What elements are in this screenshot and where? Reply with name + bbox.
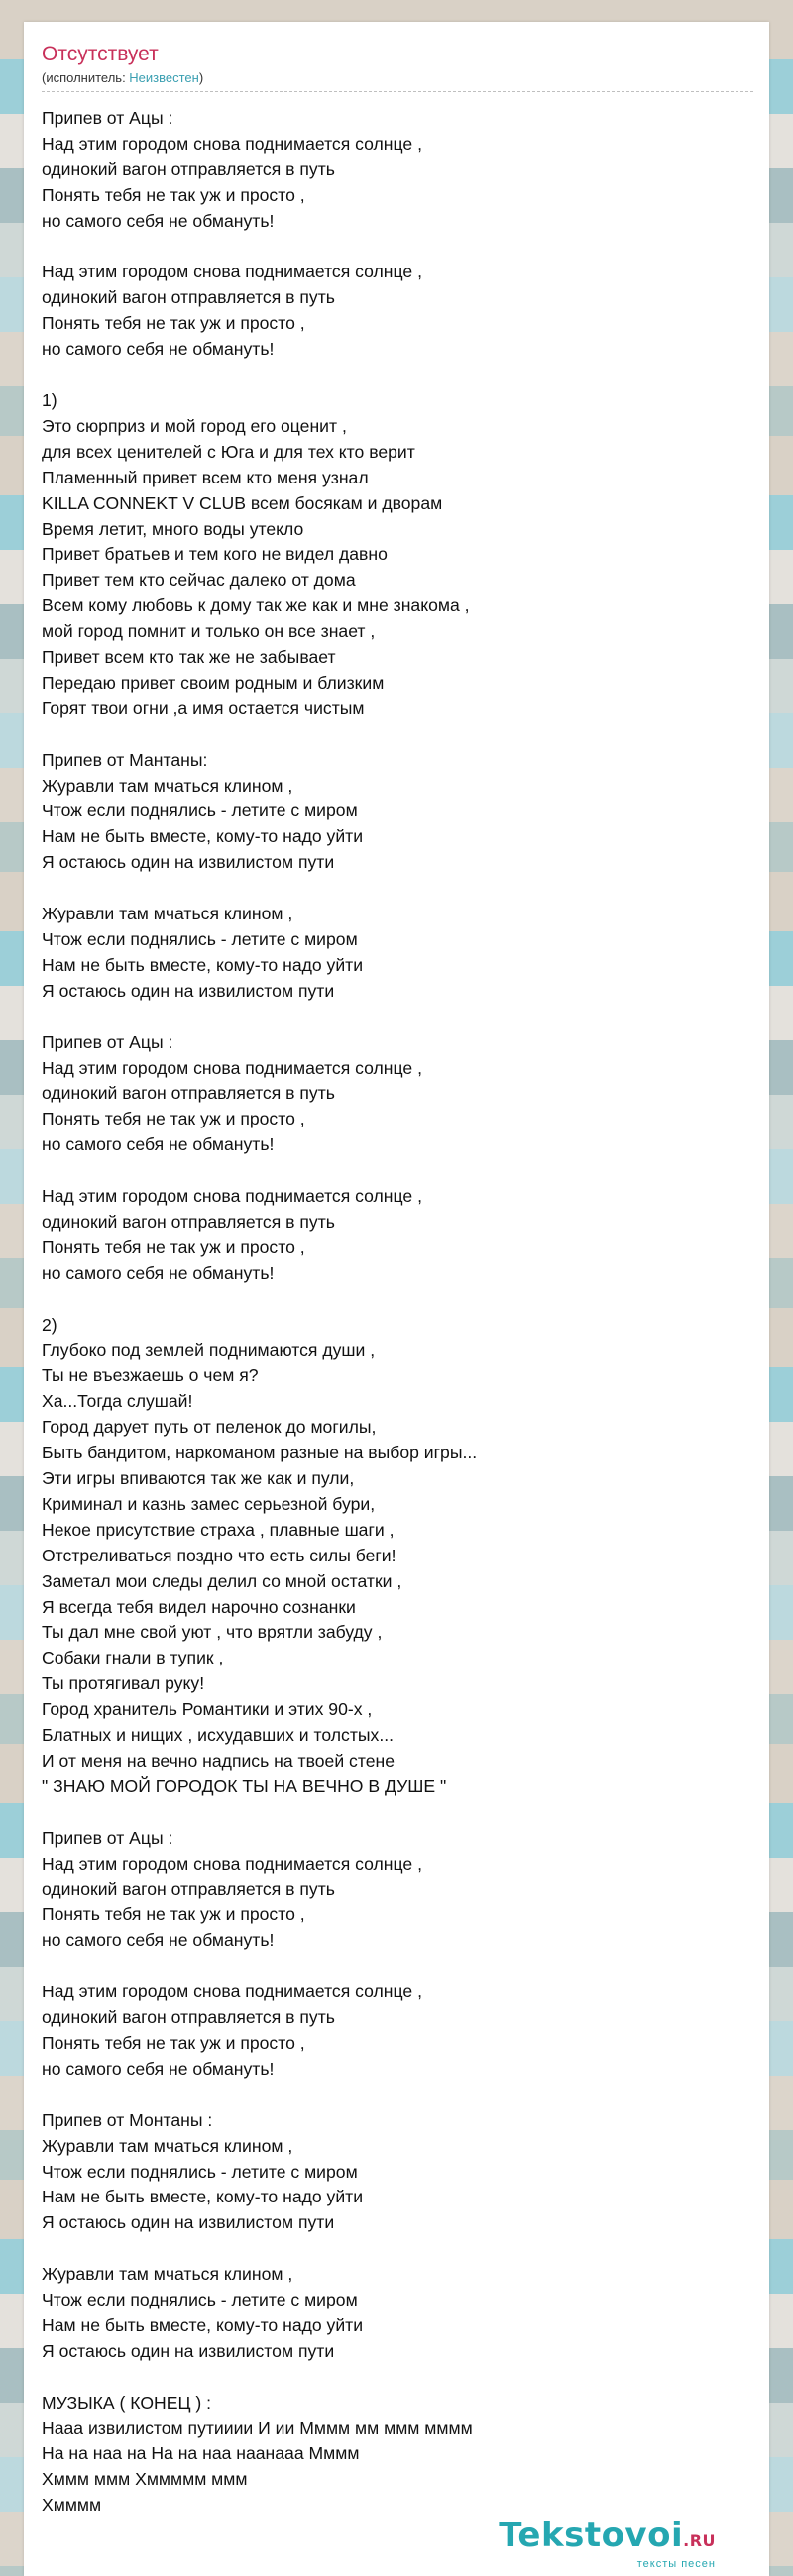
logo-brand-tld: .RU (683, 2531, 716, 2550)
header-divider (42, 91, 753, 92)
site-logo[interactable] (499, 2517, 716, 2570)
logo-brand (499, 2517, 716, 2560)
artist-suffix: ) (198, 70, 204, 85)
lyrics-text: Припев от Ацы : Над этим городом снова поднимается солнце , одинокий вагон отправляется в путь Понять тебя не так уж и просто , но самого себя не обмануть! Над этим городом снова поднимается солнце , одинокий вагон отправляется в путь Понять тебя не так уж и просто , но самого себя не обмануть! 1) Это сюрприз и мой город его оценит , для всех ценителей с Юга и для тех кто верит Пламенный привет всем кто меня узнал KILLA CONNEKT V CLUB всем босякам и дворам Время летит, много воды утекло Привет братьев и тем кого не видел давно Привет тем кто сейчас далеко от дома Всем кому любовь к дому так же как и мне знакома , мой город помнит и только он все знает , Привет всем кто так же не забывает Передаю привет своим родным и близким Горят твои огни ,а имя остается чистым Припев от Мантаны: Журавли там мчаться клином , Чтож если поднялись - летите с миром Нам не быть вместе, кому-то надо уйти Я остаюсь один на извилистом пути Журавли там мчаться клином , Чтож если поднялись - летите с миром Нам не быть вместе, кому-то надо уйти Я остаюсь один на извилистом пути Припев от Ацы : Над этим городом снова поднимается солнце , одинокий вагон отправляется в путь Понять тебя не так уж и просто , но самого себя не обмануть! Над этим городом снова поднимается солнце , одинокий вагон отправляется в путь Понять тебя не так уж и просто , но самого себя не обмануть! 2) Глубоко под землей поднимаются души , Ты не въезжаешь о чем я? Ха...Тогда слушай! Город дарует путь от пеленок до могилы, Быть бандитом, наркоманом разные на выбор игры... Эти игры впиваются так же как и пули, Криминал и казнь замес серьезной бури, Некое присутствие страха , плавные шаги , Отстреливаться поздно что есть силы беги! Заметал мои следы делил со мной остатки , Я всегда тебя видел нарочно сознанки Ты дал мне свой уют , что врятли забуду , Собаки гнали в тупик , Ты протягивал руку! Город хранитель Романтики и этих 90-х , Блатных и нищих , исхудавших и толстых... И от меня на вечно надпись на твоей стене " ЗНАЮ МОЙ ГОРОДОК ТЫ НА ВЕЧНО В ДУШЕ " Припев от Ацы : Над этим городом снова поднимается солнце , одинокий вагон отправляется в путь Понять тебя не так уж и просто , но самого себя не обмануть! Над этим городом снова поднимается солнце , одинокий вагон отправляется в путь Понять тебя не так уж и просто , но самого себя не обмануть! Припев от Монтаны : Журавли там мчаться клином , Чтож если поднялись - летите с миром Нам не быть вместе, кому-то надо уйти Я остаюсь один на извилистом пути Журавли там мчаться клином , Чтож если поднялись - летите с миром Нам не быть вместе, кому-то надо уйти Я остаюсь один на извилистом пути МУЗЫКА ( КОНЕЦ ) : Нааа извилистом путииии И ии Мммм мм ммм мммм На на наа на На на наа наанааа Мммм Хммм ммм Хммммм ммм Хмммм (42, 108, 478, 2516)
artist-prefix: (исполнитель: (42, 70, 130, 85)
song-title: Отсутствует (42, 43, 159, 65)
song-header (42, 42, 753, 92)
lyrics-page (24, 22, 769, 2576)
song-meta (42, 69, 753, 87)
artist-link[interactable]: Неизвестен (129, 70, 199, 85)
logo-brand-name: Tekstovoi (499, 2516, 684, 2555)
logo-tagline: тексты песен (636, 2558, 716, 2570)
